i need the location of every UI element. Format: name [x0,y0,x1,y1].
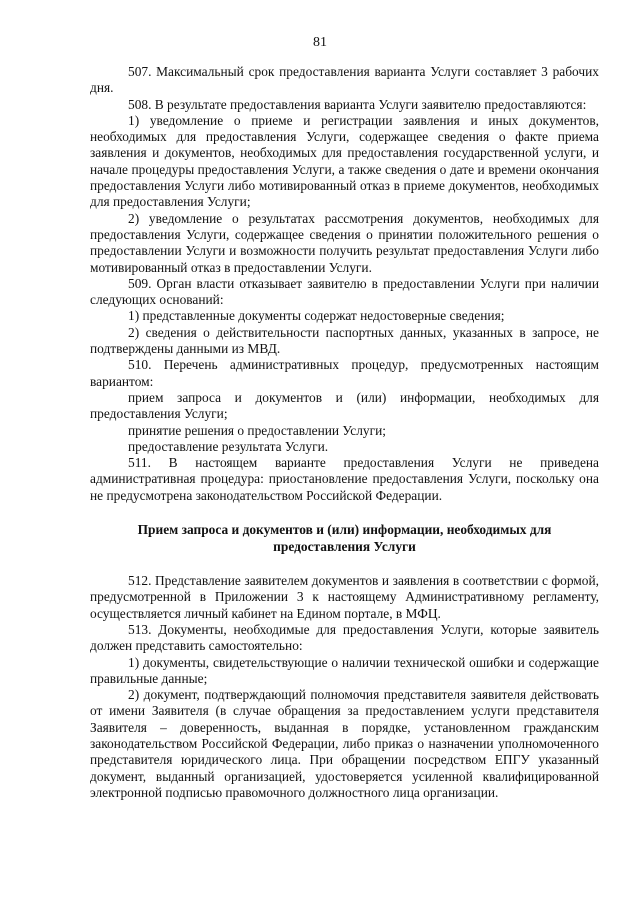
paragraph-510-item-1: прием запроса и документов и (или) информации, необходимых для предоставления Услуги; [90,389,599,422]
paragraph-510: 510. Перечень административных процедур, предусмотренных настоящим вариантом: [90,357,599,389]
paragraph-513: 513. Документы, необходимые для предоставления Услуги, которые заявитель должен представить самостоятельно: [90,621,599,654]
paragraph-509-item-1: 1) представленные документы содержат недостоверные сведения; [128,308,505,324]
paragraph-510-item-3: предоставление результата Услуги. [128,438,329,454]
paragraph-508-item-1: 1) уведомление о приеме и регистрации заявления и иных документов, необходимых для предоставления Услуги, содержащее сведения о факте приема заявления и документов, необходимых для предоставления государственной услуги, и начале процедуры предоставления Услуги, а также сведения о дате и времени окончания предоставления Услуги либо мотивированный отказ в приеме документов, необходимых для предоставления Услуги; [90,112,599,210]
paragraph-512: 512. Представление заявителем документов и заявления в соответствии с формой, предусмотренной в Приложении 3 к настоящему Административному регламенту, осуществляется личный кабинет на Едином портале, в МФЦ. [90,573,599,621]
paragraph-510-item-2: принятие решения о предоставлении Услуги; [128,422,386,438]
paragraph-511: 511. В настоящем варианте предоставления Услуги не приведена административная процедура: приостановление предоставления Услуги, поскольку она не предусмотрена законодательством Российской Федерации. [90,455,599,503]
paragraph-513-item-2: 2) документ, подтверждающий полномочия представителя заявителя действовать от имени Заявителя (в случае обращения за предоставлением услуги представителя Заявителя – доверенность, выданная в порядке, установленном гражданским законодательством Российской Федерации, либо приказ о назначении уполномоченного представителя юридического лица. При обращении посредством ЕПГУ указанный документ, выданный организацией, удостоверяется усиленной квалифицированной электронной подписью правомочного должностного лица организации. [90,687,599,800]
document-body [90,64,599,801]
page-number: 81 [313,35,327,50]
paragraph-508: 508. В результате предоставления варианта Услуги заявителю предоставляются: [128,96,587,112]
section-heading: Прием запроса и документов и (или) информации, необходимых для предоставления Услуги [137,522,552,554]
paragraph-509: 509. Орган власти отказывает заявителю в предоставлении Услуги при наличии следующих оснований: [90,275,599,308]
paragraph-513-item-1: 1) документы, свидетельствующие о наличии технической ошибки и содержащие правильные данные; [90,654,599,686]
paragraph-509-item-2: 2) сведения о действительности паспортных данных, указанных в запросе, не подтверждены данными из МВД. [90,324,599,357]
paragraph-507: 507. Максимальный срок предоставления варианта Услуги составляет 3 рабочих дня. [90,64,599,96]
paragraph-508-item-2: 2) уведомление о результатах рассмотрения документов, необходимых для предоставления Услуги, содержащее сведения о принятии положительного решения о предоставлении Услуги и возможности получить результат предоставления Услуги либо мотивированный отказ в предоставлении Услуги. [90,210,599,275]
